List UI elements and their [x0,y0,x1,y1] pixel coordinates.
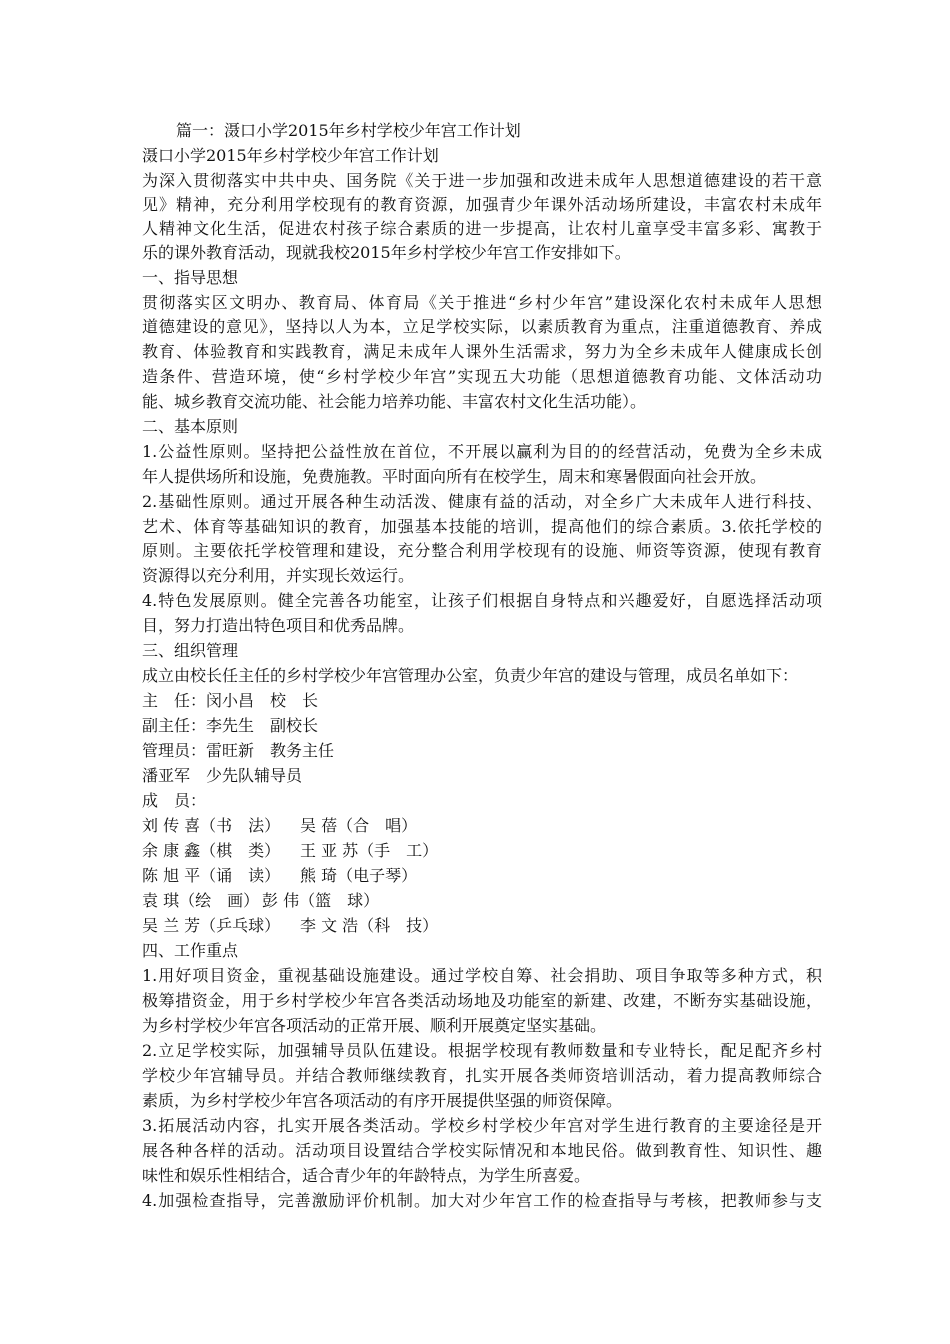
paragraph-line: 素质，为乡村学校少年宫各项活动的有序开展提供坚强的师资保障。 [142,1091,623,1110]
paragraph-line: 见》精神，充分利用学校现有的教育资源，加强青少年课外活动场所建设，丰富农村未成年 [142,195,822,214]
paragraph-line: 乐的课外教育活动，现就我校2015年乡村学校少年宫工作安排如下。 [142,243,631,262]
member-entry: 吴 蓓（合 唱） [300,816,418,835]
paragraph-line: 能、城乡教育交流功能、社会能力培养功能、丰富农村文化生活功能）。 [142,392,647,411]
paragraph-line: 1.公益性原则。坚持把公益性放在首位，不开展以赢利为目的的经营活动，免费为全乡未成 [142,442,822,461]
members-label: 成 员： [142,791,207,810]
paragraph-line: 艺术、体育等基础知识的教育，加强基本技能的培训，提高他们的综合素质。3.依托学校的 [142,517,822,536]
paragraph-line: 3.拓展活动内容，扎实开展各类活动。学校乡村学校少年宫对学生进行教育的主要途径是开 [142,1116,822,1135]
paragraph-line: 原则。主要依托学校管理和建设，充分整合利用学校现有的设施、师资等资源，使现有教育 [142,541,822,560]
paragraph-line: 贯彻落实区文明办、教育局、体育局《关于推进“乡村少年宫”建设深化农村未成年人思想 [142,293,822,312]
paragraph-line: 道德建设的意见》，坚持以人为本，立足学校实际，以素质教育为重点，注重道德教育、养成 [142,317,822,336]
member-entry: 吴 兰 芳（乒乓球） [142,916,281,935]
paragraph-line: 极筹措资金，用于乡村学校少年宫各类活动场地及功能室的新建、改建，不断夯实基础设施， [142,991,822,1010]
section-heading-organization: 三、组织管理 [142,641,239,660]
paragraph-line: 资源得以充分利用，并实现长效运行。 [142,566,415,585]
role-line-director: 主 任：闵小昌 校 长 [142,691,319,710]
paragraph-line: 目，努力打造出特色项目和优秀品牌。 [142,616,415,635]
paragraph-line: 造条件、营造环境，使“乡村学校少年宫”实现五大功能（思想道德教育功能、文体活动功 [142,367,822,386]
paragraph-line: 教育、体验教育和实践教育，满足未成年人课外生活需求，努力为全乡未成年人健康成长创 [142,342,822,361]
paragraph-line: 味性和娱乐性相结合，适合青少年的年龄特点，为学生所喜爱。 [142,1166,591,1185]
paragraph-line: 4.加强检查指导，完善激励评价机制。加大对少年宫工作的检查指导与考核，把教师参与支 [142,1191,822,1210]
role-line-deputy-director: 副主任：李先生 副校长 [142,716,319,735]
paragraph-line: 学校少年宫辅导员。并结合教师继续教育，扎实开展各类师资培训活动，着力提高教师综合 [142,1066,822,1085]
member-entry: 刘 传 喜（书 法） [142,816,281,835]
role-line-administrator: 管理员：雷旺新 教务主任 [142,741,335,760]
paragraph-line: 2.立足学校实际，加强辅导员队伍建设。根据学校现有教师数量和专业特长，配足配齐乡村 [142,1041,822,1060]
member-entry: 袁 琪（绘 画） [142,891,260,910]
member-entry: 熊 琦（电子琴） [300,866,418,885]
paragraph-line: 4.特色发展原则。健全完善各功能室，让孩子们根据自身特点和兴趣爱好，自愿选择活动项 [142,591,822,610]
paragraph-line: 2.基础性原则。通过开展各种生动活泼、健康有益的活动，对全乡广大未成年人进行科技、 [142,492,822,511]
paragraph-line: 1.用好项目资金，重视基础设施建设。通过学校自筹、社会捐助、项目争取等多种方式，积 [142,966,822,985]
document-subtitle: 滠口小学2015年乡村学校少年宫工作计划 [142,146,439,165]
document-heading: 篇一：滠口小学2015年乡村学校少年宫工作计划 [176,121,521,140]
paragraph-line: 成立由校长任主任的乡村学校少年宫管理办公室，负责少年宫的建设与管理，成员名单如下： [142,666,799,685]
section-heading-basic-principles: 二、基本原则 [142,417,239,436]
paragraph-line: 展各种各样的活动。活动项目设置结合学校实际情况和本地民俗。做到教育性、知识性、趣 [142,1141,822,1160]
paragraph-line: 人精神文化生活，促进农村孩子综合素质的进一步提高，让农村儿童享受丰富多彩、寓教于 [142,219,822,238]
member-entry: 余 康 鑫（棋 类） [142,841,281,860]
member-entry: 陈 旭 平（诵 读） [142,866,281,885]
member-entry: 李 文 浩（科 技） [300,916,439,935]
member-entry: 王 亚 苏（手 工） [300,841,439,860]
paragraph-line: 年人提供场所和设施，免费施教。平时面向所有在校学生，周末和寒暑假面向社会开放。 [142,467,767,486]
section-heading-work-focus: 四、工作重点 [142,941,239,960]
member-entry: 彭 伟（篮 球） [262,891,380,910]
paragraph-line: 为乡村学校少年宫各项活动的正常开展、顺利开展奠定坚实基础。 [142,1016,607,1035]
role-line-counselor: 潘亚军 少先队辅导员 [142,766,303,785]
paragraph-line: 为深入贯彻落实中共中央、国务院《关于进一步加强和改进未成年人思想道德建设的若干意 [142,171,822,190]
section-heading-guiding-ideology: 一、指导思想 [142,268,239,287]
